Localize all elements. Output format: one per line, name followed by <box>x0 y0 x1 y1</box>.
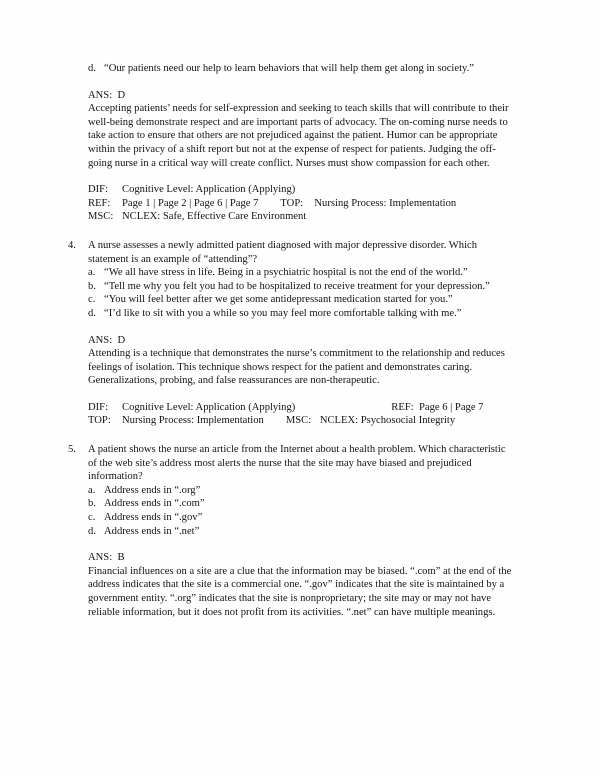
spacer <box>62 538 512 551</box>
metadata-row <box>88 197 512 211</box>
list-item <box>88 307 512 321</box>
option-text: “You will feel better after we get some antidepressant medication started for you.” <box>104 294 453 306</box>
list-item <box>88 497 512 511</box>
ref-value: Page 1 | Page 2 | Page 6 | Page 7 <box>122 197 259 209</box>
answer-line <box>88 334 512 348</box>
top-value: Nursing Process: Implementation <box>122 415 264 427</box>
question-stem: A patient shows the nurse an article from the Internet about a health problem. Which characteristic of the web site’s address most alerts the nurse that the site may have biased and prejudiced information? <box>88 444 506 483</box>
page-content <box>62 62 512 619</box>
question-4 <box>62 239 512 321</box>
dif-label: DIF: <box>88 401 109 413</box>
question-number: 4. <box>68 239 76 251</box>
option-text: Address ends in “.org” <box>104 484 201 496</box>
question-5 <box>62 443 512 538</box>
option-letter: a. <box>88 484 96 496</box>
metadata-row <box>88 183 512 197</box>
rationale-text: Attending is a technique that demonstrates the nurse’s commitment to the relationship and reduces feelings of isolation. This technique shows respect for the patient and demonstrates caring. Generalizations, probing, and false reassurances are non-therapeutic. <box>88 348 505 387</box>
question-stem: A nurse assesses a newly admitted patient diagnosed with major depressive disorder. Which statement is an example of “attending”? <box>88 239 478 265</box>
option-list-q5 <box>88 484 512 538</box>
answer-line <box>88 89 512 103</box>
msc-value: NCLEX: Psychosocial Integrity <box>319 415 456 427</box>
option-text: Address ends in “.gov” <box>104 512 203 524</box>
spacer <box>62 224 512 239</box>
answer-label: ANS: <box>88 89 113 101</box>
option-letter: b. <box>88 280 96 292</box>
spacer <box>62 76 512 89</box>
option-text: “Our patients need our help to learn behaviors that will help them get along in society.” <box>104 63 474 74</box>
metadata-block-q4 <box>88 401 512 428</box>
option-text: “I’d like to sit with you a while so you may feel more comfortable talking with me.” <box>104 307 462 319</box>
list-item <box>62 62 512 76</box>
dif-value: Cognitive Level: Application (Applying) <box>122 184 296 196</box>
option-text: “We all have stress in life. Being in a psychiatric hospital is not the end of the world.” <box>104 267 468 279</box>
rationale-text: Financial influences on a site are a clue that the information may be biased. “.com” at the end of the address indicates that the site is a commercial one. “.gov” indicates that the site is maintained by a government entity. “.org” indicates that the site is nonproprietary; the site may or may not have reliable information, but it does not profit from its activities. “.net” can have multiple meanings. <box>88 565 512 618</box>
option-letter: d. <box>88 525 96 537</box>
spacer <box>62 170 512 183</box>
answer-label: ANS: <box>88 552 113 564</box>
metadata-row <box>88 401 512 415</box>
rationale-text: Accepting patients’ needs for self-expression and seeking to teach skills that will contribute to their well-being demonstrate respect and are important parts of advocacy. The on-coming nurse needs to take action to ensure that others are not prejudiced against the patient. Humor can be appropriate within the privacy of a shift report but not at the expense of respect for patients. Judging the off-going nurse in a critical way will create conflict. Nurses must show compassion for each other. <box>88 103 509 169</box>
msc-value: NCLEX: Safe, Effective Care Environment <box>122 211 307 223</box>
ref-value: Page 6 | Page 7 <box>418 401 484 413</box>
option-list-q4 <box>88 266 512 320</box>
answer-block-q3 <box>88 89 512 171</box>
metadata-block-q3 <box>88 183 512 224</box>
msc-label: MSC: <box>285 415 312 427</box>
list-item <box>88 266 512 280</box>
spacer <box>62 321 512 334</box>
answer-block-q5 <box>88 551 512 619</box>
list-item <box>88 484 512 498</box>
answer-value: D <box>117 89 126 101</box>
dif-label: DIF: <box>88 184 109 196</box>
spacer <box>62 388 512 401</box>
ref-label: REF: <box>88 197 111 209</box>
question-number: 5. <box>68 444 76 456</box>
ref-label: REF: <box>391 401 414 413</box>
top-label: TOP: <box>88 415 111 427</box>
option-text: Address ends in “.com” <box>104 498 205 510</box>
option-text: “Tell me why you felt you had to be hospitalized to receive treatment for your depression.” <box>104 280 490 292</box>
msc-label: MSC: <box>88 211 114 223</box>
option-letter: d. <box>88 307 96 319</box>
list-item <box>88 511 512 525</box>
answer-label: ANS: <box>88 334 113 346</box>
option-text: Address ends in “.net” <box>104 525 200 537</box>
metadata-row <box>88 414 512 428</box>
option-letter: b. <box>88 498 96 510</box>
answer-line <box>88 551 512 565</box>
option-letter: a. <box>88 267 96 279</box>
top-value: Nursing Process: Implementation <box>314 197 457 209</box>
metadata-row <box>88 210 512 224</box>
answer-value: D <box>117 334 126 346</box>
answer-value: B <box>117 552 125 564</box>
spacer <box>62 428 512 443</box>
list-item <box>88 525 512 539</box>
option-letter: d. <box>88 63 96 74</box>
top-label: TOP: <box>280 197 304 209</box>
option-letter: c. <box>88 294 96 306</box>
list-item <box>88 280 512 294</box>
dif-value: Cognitive Level: Application (Applying) <box>122 401 296 413</box>
option-letter: c. <box>88 512 96 524</box>
answer-block-q4 <box>88 334 512 388</box>
list-item <box>88 293 512 307</box>
